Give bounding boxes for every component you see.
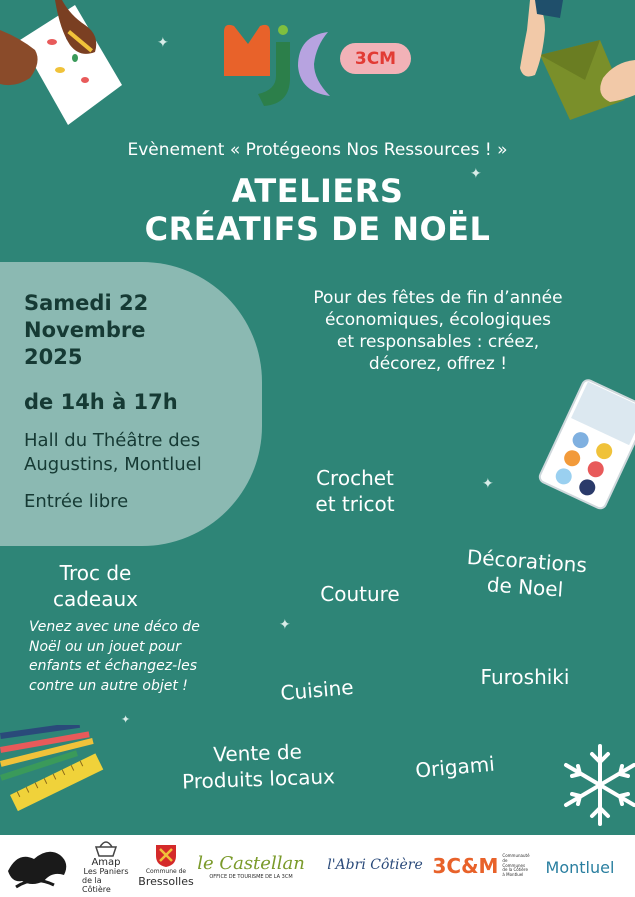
tagline-line: et responsables : créez, [336, 332, 540, 353]
troc-title-line: cadeaux [52, 587, 139, 611]
3cm-communaute-logo [432, 841, 530, 891]
workshop-cuisine: Cuisine [279, 674, 355, 706]
castellan-sub: OFFICE DE TOURISME DE LA 3CM [209, 873, 293, 880]
date-year: 2025 [24, 345, 83, 369]
3cm-badge: 3CM [340, 43, 411, 74]
amap-sub: de la Côtière [82, 876, 111, 894]
partners-footer [0, 835, 635, 897]
workshop-label: et tricot [315, 492, 395, 516]
montluel-logo [530, 849, 630, 885]
paint-palette-illustration [538, 378, 635, 518]
entry-free: Entrée libre [24, 491, 129, 512]
workshop-furoshiki: Furoshiki [480, 665, 570, 689]
troc-desc-line: Venez avec une déco de [29, 619, 200, 635]
workshop-origami: Origami [414, 751, 496, 783]
workshop-vente [147, 736, 369, 796]
3cm-sub: Communauté de Communes de la Côtière à Montluel [502, 853, 530, 878]
event-title-line2: CRÉATIFS DE NOËL [144, 210, 491, 248]
mjc-logo [218, 18, 348, 110]
castellan-logo [195, 843, 307, 889]
troc-desc-line: contre un autre objet ! [29, 677, 188, 694]
troc-desc-line: enfants et échangez-les [29, 658, 197, 675]
workshop-label: de Noel [486, 572, 565, 602]
troc-title [28, 560, 163, 612]
workshop-couture: Couture [320, 582, 400, 606]
bressolles-logo [136, 837, 196, 895]
pencils-ruler-illustration [0, 725, 110, 825]
amap-logo [82, 837, 130, 895]
workshop-crochet [285, 465, 425, 517]
abri-cotiere-logo [312, 849, 438, 881]
hands-drawing-illustration [0, 0, 125, 130]
sparkle-icon: ✦ [157, 35, 169, 51]
snowflake-icon [560, 738, 635, 833]
date-day: Samedi 22 [24, 291, 149, 315]
coat-of-arms-icon [155, 844, 177, 868]
tagline-line: décorez, offrez ! [368, 354, 508, 375]
workshop-label: Crochet [316, 466, 394, 490]
troc-description [29, 618, 259, 696]
dragon-logo [4, 841, 74, 891]
sparkle-icon: ✦ [470, 166, 482, 182]
tagline-line: Pour des fêtes de fin d’année [313, 288, 563, 308]
event-place-line1: Hall du Théâtre des [24, 430, 201, 451]
amap-name: Amap [91, 857, 121, 869]
workshop-label: Décorations [466, 544, 588, 578]
castellan-name: le Castellan [197, 852, 305, 874]
tagline [268, 287, 608, 375]
hands-folding-illustration [515, 0, 635, 125]
sparkle-icon: ✦ [482, 476, 494, 492]
event-subtitle: Evènement « Protégeons Nos Ressources ! » [127, 140, 508, 160]
tagline-line: économiques, écologiques [324, 310, 552, 331]
workshop-label: Vente de [212, 739, 303, 767]
abri-name: l'Abri Côtière [327, 857, 423, 873]
sparkle-icon: ✦ [121, 713, 131, 726]
amap-basket-icon [93, 837, 119, 857]
bressolles-name: Bressolles [138, 875, 194, 888]
amap-sub: Les Paniers [83, 867, 129, 877]
bressolles-sub: Commune de [145, 868, 187, 875]
event-time: de 14h à 17h [24, 390, 178, 414]
workshop-decorations [434, 542, 617, 606]
event-place-line2: Augustins, Montluel [24, 454, 202, 475]
troc-desc-line: Noël ou un jouet pour [29, 638, 182, 655]
montluel-name: Montluel [545, 857, 615, 877]
sparkle-icon: ✦ [279, 617, 291, 633]
3cm-name: 3C&M [432, 854, 499, 878]
troc-title-line: Troc de [59, 561, 132, 585]
date-month: Novembre [24, 318, 146, 342]
workshop-label: Produits locaux [181, 764, 336, 794]
event-title-line1: ATELIERS [231, 172, 404, 210]
